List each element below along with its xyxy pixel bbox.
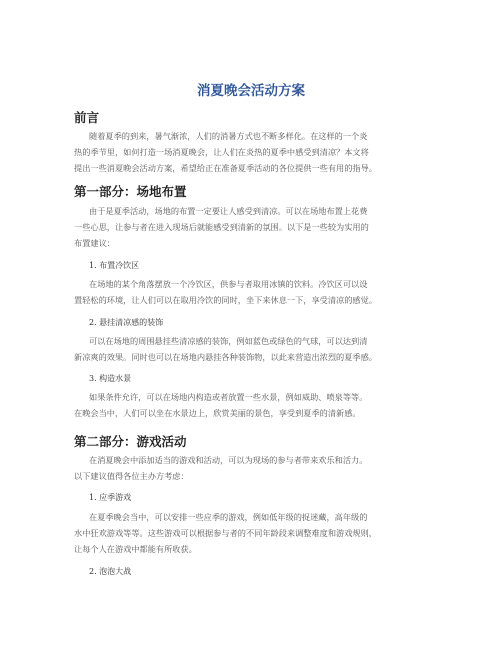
part1-item-1-title: 1. 布置冷饮区 [89, 261, 140, 270]
text-line: 在场地的某个角落摆放一个冷饮区，供参与者取用冰镇的饮料。冷饮区可以设 [89, 279, 368, 289]
text-line: 如果条件允许，可以在场地内构造或者放置一些水景，例如威助、喷泉等等。 [89, 392, 368, 402]
text-line: 在消夏晚会中添加适当的游戏和活动，可以为现场的参与者带来欢乐和活力。 [89, 455, 368, 465]
text-line: 在晚会当中，人们可以坐在水景边上，欣赏美丽的景色，享受到夏季的清新感。 [74, 408, 361, 418]
text-line: 布置建议： [74, 238, 115, 248]
text-line: 随着夏季的到来，暑气渐浓，人们的消暑方式也不断多样化。在这样的一个炎 [89, 131, 368, 141]
part2-heading: 第二部分：游戏活动 [74, 434, 187, 449]
text-line: 可以在场地的周围悬挂些清凉感的装饰，例如蓝色或绿色的气球，可以达到清 [89, 336, 368, 346]
text-line: 水中狂欢游戏等等。这些游戏可以根据参与者的不同年龄段来调整难度和游戏规则， [74, 528, 377, 538]
part2-item-2-title: 2. 泡泡大战 [89, 567, 132, 576]
text-line: 热的季节里，如何打造一场消夏晚会，让人们在炎热的夏季中感受到清凉？本文将 [74, 147, 369, 157]
text-line: 在夏季晚会当中，可以安排一些应季的游戏，例如低年级的捉迷藏，高年级的 [89, 512, 368, 522]
preface-paragraph [74, 128, 449, 176]
part1-item-3-text [74, 389, 449, 421]
text-line: 由于是夏季活动，场地的布置一定要让人感受到清凉。可以在场地布置上花费 [89, 206, 368, 216]
document-title: 消夏晚会活动方案 [197, 83, 305, 99]
text-line: 新凉爽的效果。同时也可以在场地内悬挂各种装饰物，以此来营造出浓烈的夏季感。 [74, 352, 377, 362]
text-line: 一些心思，让参与者在进入现场后就能感受到清新的氛围。以下是一些较为实用的 [74, 222, 369, 232]
part2-intro [74, 452, 449, 484]
text-line: 以下建议值得各位主办方考虑： [74, 471, 189, 481]
preface-heading: 前言 [74, 110, 100, 125]
part2-item-1-text [74, 509, 449, 557]
text-line: 置轻松的环境，让人们可以在取用冷饮的同时，坐下来休息一下，享受清凉的感觉。 [74, 295, 377, 305]
part1-item-1-text [74, 276, 449, 308]
part1-item-3-title: 3. 构造水景 [89, 374, 132, 383]
text-line: 提出一些消夏晚会活动方案，希望给正在准备夏季活动的各位提供一些有用的指导。 [74, 163, 377, 173]
part1-intro [74, 203, 449, 251]
part2-item-1-title: 1. 应季游戏 [89, 493, 132, 502]
part1-heading: 第一部分：场地布置 [74, 184, 187, 199]
text-line: 让每个人在游戏中都能有所收获。 [74, 544, 197, 554]
part1-item-2-title: 2. 悬挂清凉感的装饰 [89, 318, 164, 327]
part1-item-2-text [74, 333, 449, 365]
